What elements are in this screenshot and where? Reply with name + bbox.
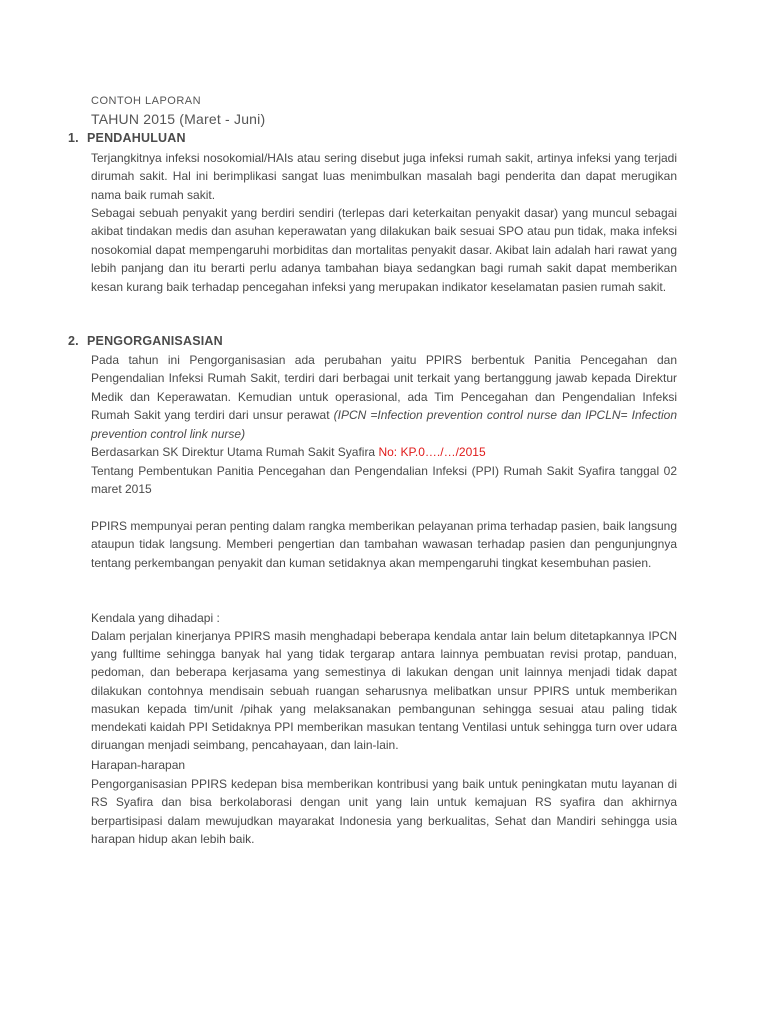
pengorganisasian-paragraph [91, 351, 677, 443]
harapan-title: Harapan-harapan [91, 758, 186, 772]
section-heading-pendahuluan [68, 131, 186, 145]
ppirs-paragraph: PPIRS mempunyai peran penting dalam rangka memberikan pelayanan prima terhadap pasien, baik langsung ataupun tidak langsung. Memberi pengertian dan tambahan wawasan terhadap pasien dan pengunjungnya tentang perkembangan penyakit dan kuman setidaknya akan mempengaruhi tingkat kesembuhan pasien. [91, 519, 677, 570]
section-heading-pengorganisasian [68, 334, 223, 348]
sk-about: Tentang Pembentukan Panitia Pencegahan dan Pengendalian Infeksi (PPI) Rumah Sakit Syafira tanggal 02 maret 2015 [91, 464, 677, 497]
ipcn-definition: (IPCN =Infection prevention control nurse dan IPCLN= Infection prevention control link nurse) [91, 408, 677, 441]
section-number: 2. [68, 334, 79, 348]
harapan-paragraph: Pengorganisasian PPIRS kedepan bisa memberikan kontribusi yang baik untuk peningkatan mutu layanan di RS Syafira dan bisa berkolaborasi dengan unit yang lain untuk kemajuan RS syafira dan akhirnya berpartisipasi dalam mewujudkan mayarakat Indonesia yang berkualitas, Sehat dan Mandiri sehingga usia harapan hidup akan lebih baik. [91, 777, 677, 847]
report-label: CONTOH LAPORAN [91, 95, 202, 107]
sk-line [91, 443, 677, 461]
sk-number: No: KP.0…./…/2015 [378, 445, 486, 459]
report-period: TAHUN 2015 (Maret - Juni) [91, 111, 266, 127]
pendahuluan-paragraph-1: Terjangkitnya infeksi nosokomial/HAIs atau sering disebut juga infeksi rumah sakit, artinya infeksi yang terjadi dirumah sakit. Hal ini berimplikasi sangat luas menimbulkan masalah bagi penderita dan dapat merugikan nama baik rumah sakit. [91, 151, 677, 202]
pendahuluan-paragraph-2: Sebagai sebuah penyakit yang berdiri sendiri (terlepas dari keterkaitan penyakit dasar) yang muncul sebagai akibat tindakan medis dan asuhan keperawatan yang dilakukan baik sesuai SPO atau pun tidak, maka infeksi nosokomial dapat mempengaruhi morbiditas dan mortalitas penyakit dasar. Akibat lain adalah hari rawat yang lebih panjang dan itu berarti perlu adanya tambahan biaya sedangkan bagi rumah sakit dapat memberikan kesan kurang baik terhadap pencegahan infeksi yang merupakan indikator keselamatan pasien rumah sakit. [91, 206, 677, 294]
kendala-title: Kendala yang dihadapi : [91, 611, 220, 625]
section-number: 1. [68, 131, 79, 145]
section-title: PENDAHULUAN [87, 131, 186, 145]
kendala-paragraph: Dalam perjalan kinerjanya PPIRS masih menghadapi beberapa kendala antar lain belum ditetapkannya IPCN yang fulltime sehingga banyak hal yang tidak tergarap antara lainnya pembuatan revisi protap, panduan, pedoman, dan beberapa kerjasama yang semestinya di lakukan dengan unit lainnya menjadi tidak dapat dilakukan contohnya mendisain sebuah ruangan seharusnya melibatkan unsur PPIRS untuk memberikan masukan kepada tim/unit /pihak yang melaksanakan pembangunan sehingga sesuai atau paling tidak mendekati kaidah PPI Setidaknya PPI memberikan masukan tentang Ventilasi untuk sehingga turn over udara diruangan menjadi seimbang, pencahayaan, dan lain-lain. [91, 629, 677, 753]
sk-text: Berdasarkan SK Direktur Utama Rumah Sakit Syafira [91, 445, 379, 459]
section-title: PENGORGANISASIAN [87, 334, 223, 348]
pengorganisasian-text: Pada tahun ini Pengorganisasian ada perubahan yaitu PPIRS berbentuk Panitia Pencegahan dan Pengendalian Infeksi Rumah Sakit, terdiri dari berbagai unit terkait yang bertanggung jawab kepada Direktur Medik dan Keperawatan. Kemudian untuk operasional, ada Tim Pencegahan dan Pengendalian Infeksi Rumah Sakit yang terdiri dari unsur perawat [91, 353, 677, 423]
